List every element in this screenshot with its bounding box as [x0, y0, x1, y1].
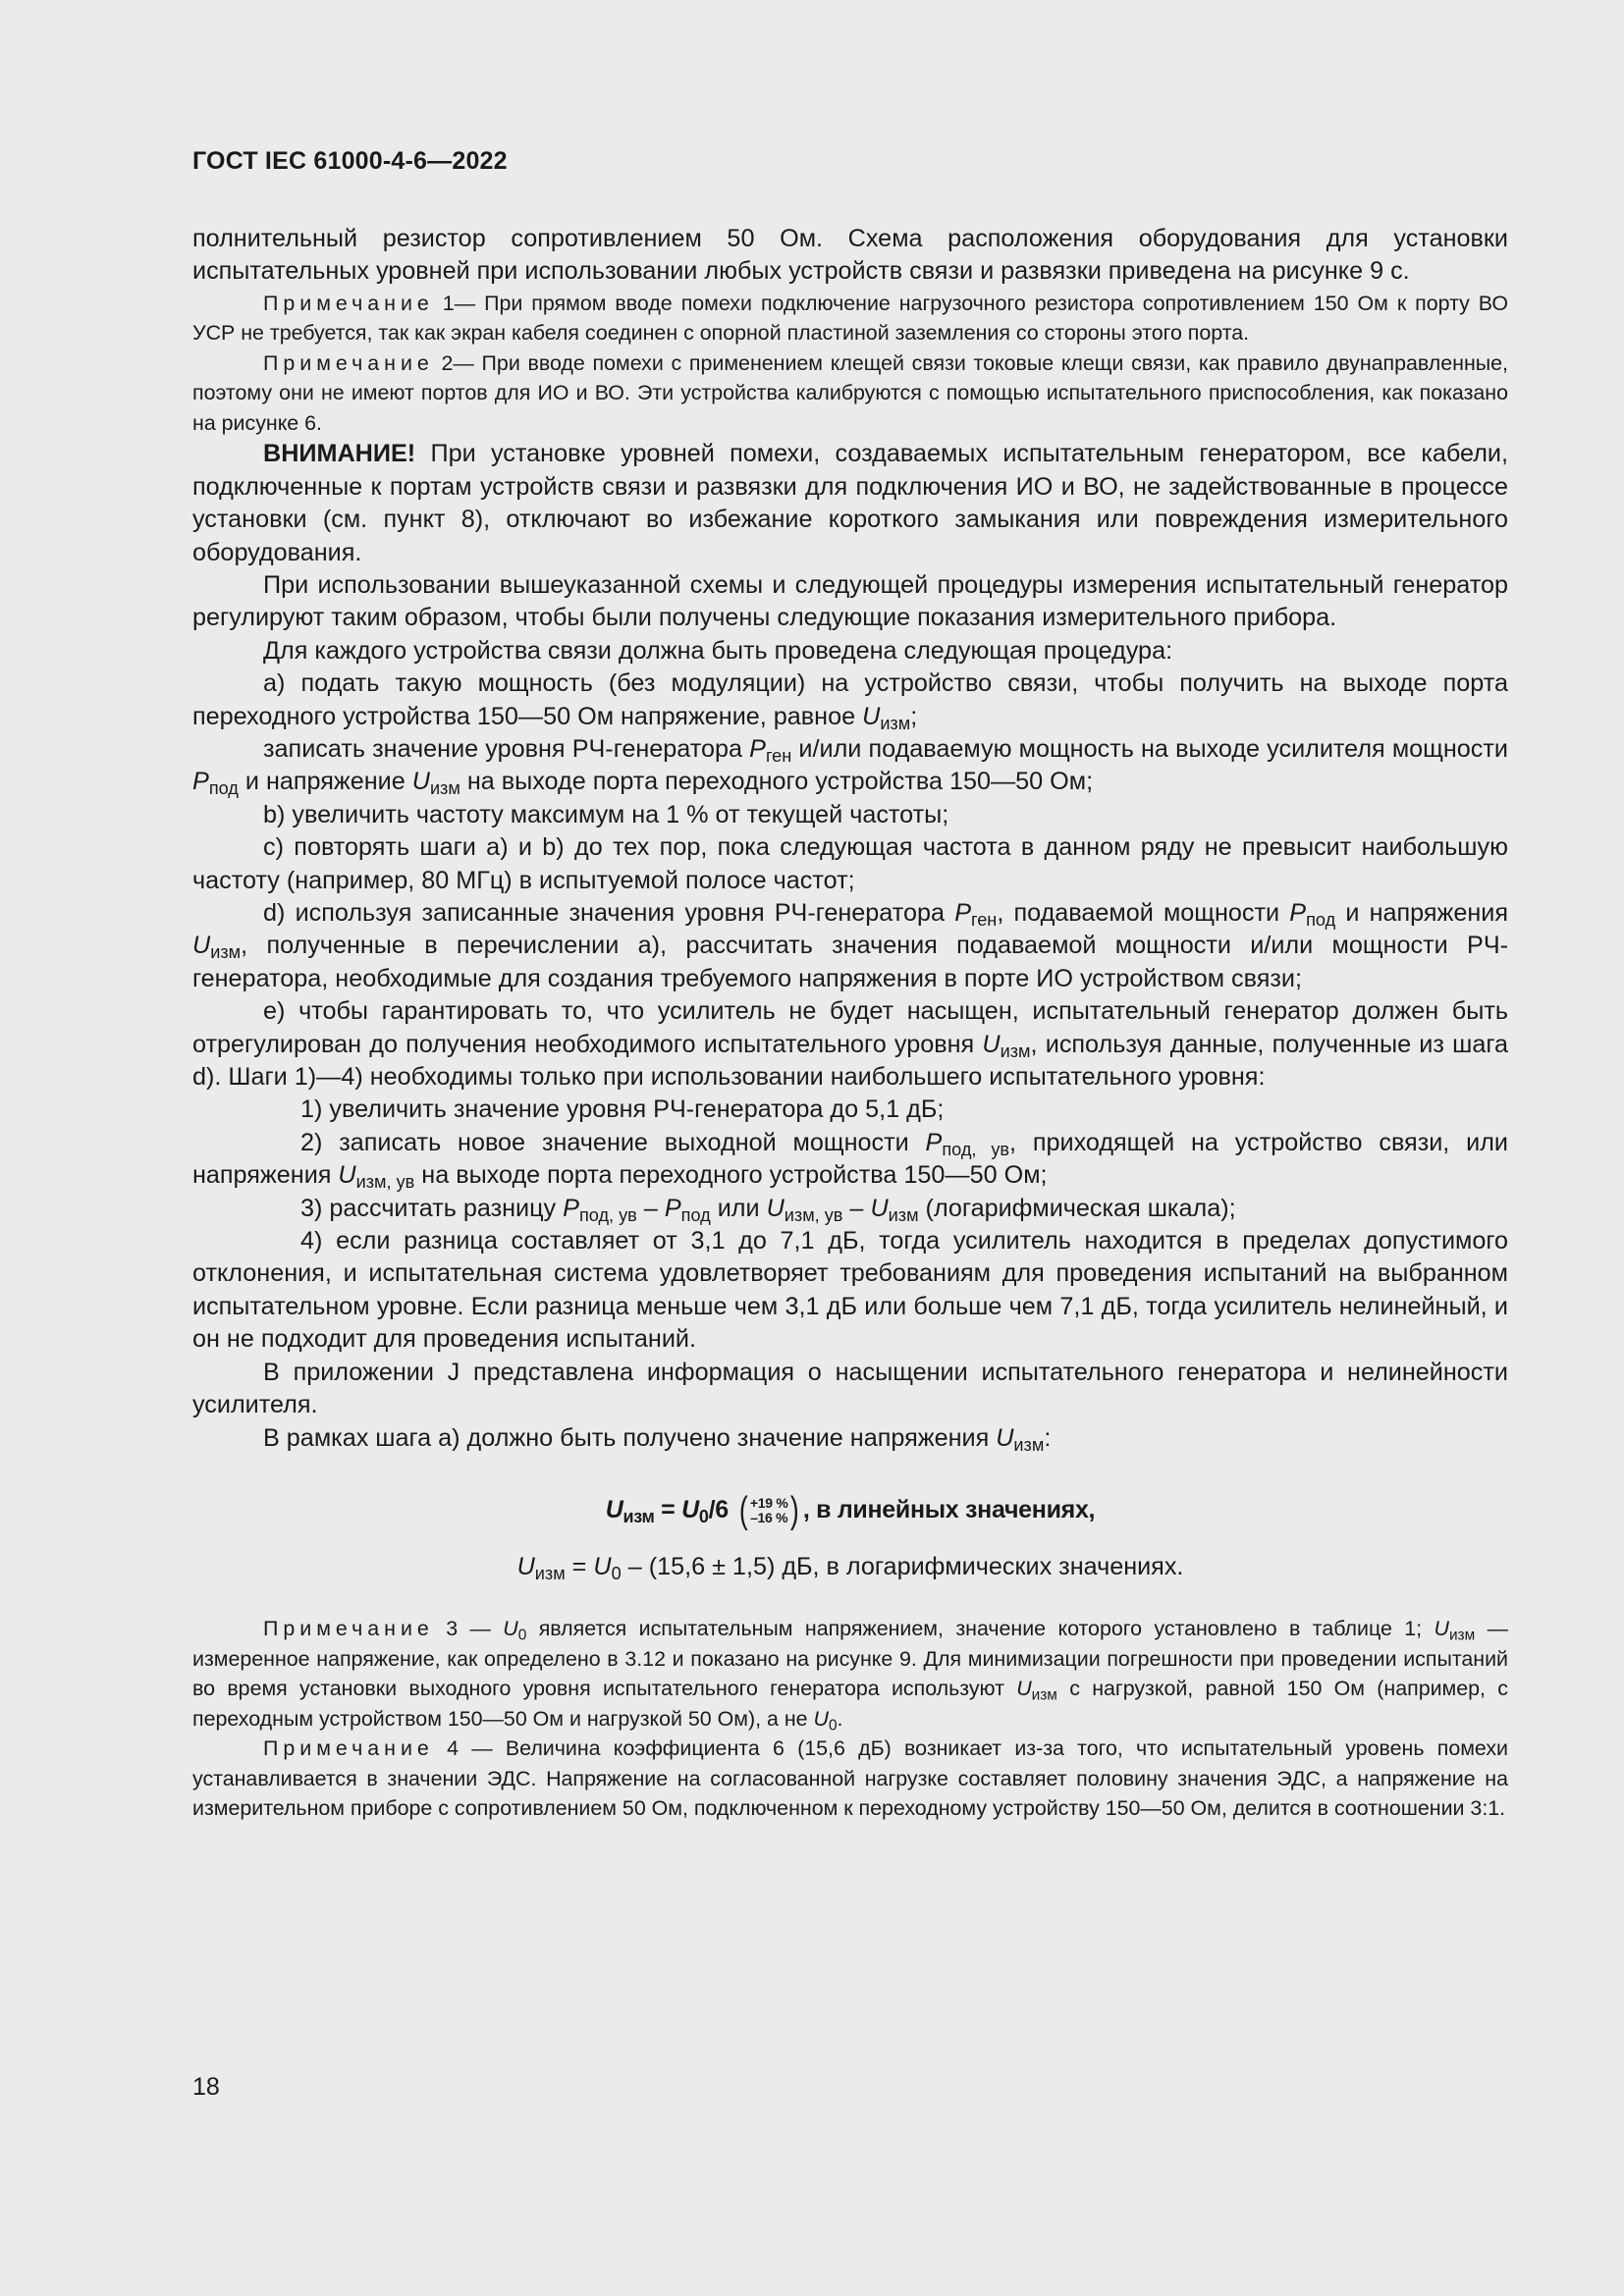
- note-label: Примечание: [263, 1617, 434, 1641]
- page-number: 18: [192, 2073, 220, 2101]
- symbol: P: [1289, 899, 1307, 927]
- symbol: U: [503, 1617, 518, 1641]
- subscript: изм: [888, 1204, 919, 1225]
- step-b: b) увеличить частоту максимум на 1 % от текущей частоты;: [263, 800, 949, 828]
- subscript: под, ув: [942, 1139, 1010, 1159]
- step-text: , полученные в перечислении a), рассчитать значения подаваемой мощности и/или мощности РЧ-генератора, необходимые для создания требуемого напряжения в порте ИО устройством связи;: [192, 932, 1508, 992]
- step-text: ;: [910, 702, 918, 730]
- step-text: или: [710, 1194, 767, 1222]
- symbol: U: [593, 1553, 612, 1581]
- tolerance-minus: –16 %: [750, 1510, 788, 1526]
- symbol: U: [411, 768, 430, 796]
- note-label: Примечание: [263, 350, 434, 375]
- symbol: U: [813, 1706, 829, 1731]
- step-text: d) используя записанные значения уровня РЧ-генератора: [263, 899, 955, 927]
- note-label: Примечание: [263, 1736, 434, 1761]
- step-text: :: [1044, 1423, 1052, 1452]
- step-a-record: [192, 733, 1508, 799]
- subscript: ген: [971, 910, 998, 931]
- step-text: , подаваемой мощности: [997, 899, 1290, 927]
- step-text: 3) рассчитать разницу: [300, 1194, 564, 1222]
- substep-1: 1) увеличить значение уровня РЧ-генератора до 5,1 дБ;: [300, 1095, 945, 1124]
- step-text: на выходе порта переходного устройства 150—50 Ом;: [460, 768, 1094, 796]
- substep-3: [192, 1193, 1508, 1225]
- formula-linear: [192, 1490, 1508, 1532]
- subscript: изм: [429, 778, 460, 799]
- formula-text: =: [654, 1495, 682, 1523]
- note-label: Примечание: [263, 291, 434, 315]
- symbol: U: [766, 1194, 785, 1222]
- subscript: под: [680, 1204, 711, 1225]
- subscript: под, ув: [578, 1204, 637, 1225]
- step-e: [192, 995, 1508, 1094]
- warning-text: При установке уровней помехи, создаваемых испытательным генератором, все кабели, подключенные к портам устройств связи и развязки для подключения ИО и ВО, не задействованные в процессе установки (см. пункт 8), отключают во избежание короткого замыкания или повреждения измерительного оборудования.: [192, 440, 1508, 566]
- subscript: изм, ув: [784, 1204, 843, 1225]
- subscript: под: [208, 778, 239, 799]
- tolerance-plus: +19 %: [749, 1495, 788, 1512]
- formula-text: – (15,6 ± 1,5) дБ, в логарифмических значениях.: [621, 1553, 1184, 1581]
- step-d: [192, 897, 1508, 995]
- symbol: U: [1016, 1677, 1032, 1701]
- note-text: 2— При вводе помехи с применением клещей связи токовые клещи связи, как правило двунаправленные, поэтому они не имеют портов для ИО и ВО. Эти устройства калибруются с помощью испытательного приспособления, как показано на рисунке 6.: [192, 350, 1508, 435]
- subscript: изм, ув: [355, 1172, 415, 1193]
- step-text: –: [636, 1194, 665, 1222]
- step-text: на выходе порта переходного устройства 150—50 Ом;: [414, 1161, 1048, 1190]
- paragraph-annex-j: В приложении J представлена информация о насыщении испытательного генератора и нелинейности усилителя.: [192, 1358, 1508, 1419]
- symbol: U: [870, 1194, 889, 1222]
- document-body: [192, 223, 1508, 1824]
- formula-text: =: [565, 1553, 594, 1581]
- note-text: с нагрузкой, равной 150 Ом (например, с переходным устройством 150—50 Ом и нагрузкой 50 Ом), а не: [192, 1677, 1508, 1731]
- note-1: [192, 289, 1508, 348]
- subscript: 0: [517, 1627, 527, 1644]
- symbol: U: [996, 1423, 1014, 1452]
- subscript: 0: [828, 1717, 838, 1735]
- symbol: U: [681, 1495, 699, 1523]
- note-4: [192, 1734, 1508, 1824]
- tolerance-stack: [749, 1496, 789, 1525]
- tolerance-bracket: [737, 1490, 801, 1532]
- step-text: , используя данные, полученные из шага d). Шаги 1)—4) необходимы только при использовании наибольшего испытательного уровня:: [192, 1030, 1509, 1092]
- subscript: ген: [765, 746, 792, 767]
- step-c: c) повторять шаги a) и b) до тех пор, пока следующая частота в данном ряду не превысит наибольшую частоту (например, 80 МГц) в испытуемой полосе частот;: [192, 833, 1508, 894]
- subscript: под: [1306, 910, 1336, 931]
- symbol: U: [338, 1161, 356, 1190]
- paragraph-step-a-voltage: [192, 1422, 1508, 1455]
- symbol: U: [516, 1553, 535, 1581]
- note-text: является испытательным напряжением, значение которого установлено в таблице 1;: [526, 1617, 1435, 1641]
- note-text: 3 —: [433, 1617, 504, 1641]
- symbol: U: [192, 932, 211, 960]
- formula-text: /6: [708, 1495, 735, 1523]
- symbol: U: [1434, 1617, 1449, 1641]
- step-text: и/или подаваемую мощность на выходе усилителя мощности: [791, 734, 1509, 763]
- document-header: ГОСТ IEC 61000-4-6—2022: [192, 147, 508, 175]
- symbol: P: [192, 768, 209, 796]
- substep-2: [192, 1127, 1508, 1193]
- symbol: U: [605, 1495, 623, 1523]
- paragraph-procedure-lead: Для каждого устройства связи должна быть проведена следующая процедура:: [263, 636, 1173, 665]
- subscript: изм: [623, 1506, 655, 1526]
- formula-text: , в линейных значениях,: [802, 1495, 1096, 1523]
- step-text: , приходящей на устройство связи, или напряжения: [192, 1128, 1508, 1190]
- symbol: U: [862, 702, 881, 730]
- step-text: и напряжения: [1335, 899, 1508, 927]
- step-text: 2) записать новое значение выходной мощности: [300, 1128, 926, 1156]
- step-text: –: [842, 1194, 871, 1222]
- symbol: P: [664, 1194, 681, 1222]
- note-text: — измеренное напряжение, как определено в 3.12 и показано на рисунке 9. Для минимизации погрешности при проведении испытаний во время установки выходного уровня испытательного генератора используют: [192, 1617, 1508, 1701]
- subscript: 0: [698, 1506, 709, 1526]
- warning-paragraph: [192, 438, 1508, 569]
- subscript: изм: [1013, 1434, 1045, 1455]
- symbol: U: [982, 1030, 1001, 1058]
- symbol: P: [749, 734, 766, 763]
- subscript: 0: [611, 1564, 622, 1584]
- paragraph-procedure-intro: При использовании вышеуказанной схемы и следующей процедуры измерения испытательный генератор регулируют таким образом, чтобы были получены следующие показания измерительного прибора.: [192, 570, 1508, 632]
- paragraph-continuation: полнительный резистор сопротивлением 50 Ом. Схема расположения оборудования для установки испытательных уровней при использовании любых устройств связи и развязки приведена на рисунке 9 c.: [192, 225, 1508, 286]
- subscript: изм: [210, 942, 242, 963]
- symbol: P: [954, 899, 971, 927]
- subscript: изм: [880, 713, 911, 733]
- left-paren-icon: (: [738, 1490, 748, 1532]
- note-text: 1— При прямом вводе помехи подключение нагрузочного резистора сопротивлением 150 Ом к порту ВО УСР не требуется, так как экран кабеля соединен с опорной пластиной заземления со стороны этого порта.: [192, 291, 1508, 346]
- note-text: 4 — Величина коэффициента 6 (15,6 дБ) возникает из-за того, что испытательный уровень помехи устанавливается в значении ЭДС. Напряжение на согласованной нагрузке составляет половину значения ЭДС, а напряжение на измерительном приборе с сопротивлением 50 Ом, подключенном к переходному устройству 150—50 Ом, делится в соотношении 3:1.: [192, 1736, 1508, 1821]
- note-2: [192, 348, 1508, 439]
- subscript: изм: [534, 1564, 566, 1584]
- note-text: .: [837, 1706, 843, 1731]
- step-text: и напряжение: [238, 768, 412, 796]
- subscript: изм: [1448, 1627, 1476, 1644]
- step-text: записать значение уровня РЧ-генератора: [263, 734, 750, 763]
- formula-logarithmic: [192, 1549, 1508, 1584]
- right-paren-icon: ): [790, 1490, 799, 1532]
- step-text: (логарифмическая шкала);: [918, 1194, 1236, 1222]
- warning-label: ВНИМАНИЕ!: [263, 440, 416, 468]
- step-text: e) чтобы гарантировать то, что усилитель не будет насыщен, испытательный генератор должен быть отрегулирован до получения необходимого испытательного уровня: [192, 997, 1508, 1058]
- note-3: [192, 1614, 1508, 1734]
- subscript: изм: [1000, 1041, 1031, 1061]
- step-a: [192, 667, 1508, 733]
- step-text: В рамках шага a) должно быть получено значение напряжения: [263, 1423, 997, 1452]
- substep-4: 4) если разница составляет от 3,1 до 7,1 дБ, тогда усилитель находится в пределах допустимого отклонения, и испытательная система удовлетворяет требованиям для проведения испытаний на выбранном испытательном уровне. Если разница меньше чем 3,1 дБ или больше чем 7,1 дБ, тогда усилитель нелинейный, и он не подходит для проведения испытаний.: [192, 1227, 1508, 1354]
- symbol: P: [563, 1194, 579, 1222]
- step-text: a) подать такую мощность (без модуляции) на устройство связи, чтобы получить на выходе порта переходного устройства 150—50 Ом напряжение, равное: [192, 669, 1508, 730]
- subscript: изм: [1031, 1686, 1057, 1704]
- symbol: P: [925, 1128, 943, 1156]
